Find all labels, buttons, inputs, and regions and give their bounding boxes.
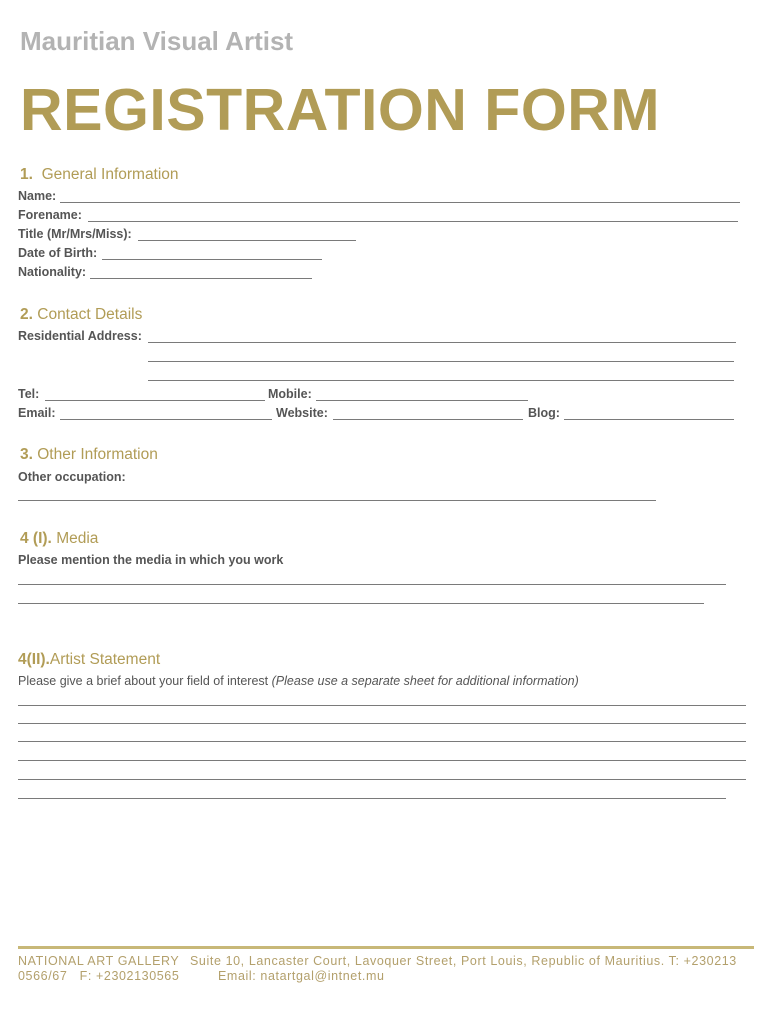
nationality-label: Nationality: bbox=[18, 265, 87, 279]
email-label: Email: bbox=[18, 406, 56, 420]
blog-field[interactable] bbox=[564, 419, 734, 420]
statement-field-line-4[interactable] bbox=[18, 760, 746, 761]
section-heading-contact bbox=[20, 306, 142, 324]
forename-label: Forename: bbox=[18, 208, 82, 222]
section-title: Other Information bbox=[37, 446, 158, 463]
section-heading-media bbox=[20, 530, 98, 548]
footer-email: Email: natartgal@intnet.mu bbox=[218, 969, 385, 983]
footer-org: NATIONAL ART GALLERY bbox=[18, 954, 180, 968]
footer-phone bbox=[18, 969, 179, 983]
media-field-line-1[interactable] bbox=[18, 584, 726, 585]
website-label: Website: bbox=[276, 406, 328, 420]
section-heading-general bbox=[20, 166, 179, 184]
form-title: REGISTRATION FORM bbox=[20, 77, 660, 143]
section-number: 1. bbox=[20, 166, 33, 183]
occupation-label: Other occupation: bbox=[18, 470, 126, 484]
statement-prompt bbox=[18, 674, 579, 688]
statement-note: (Please use a separate sheet for additional information) bbox=[271, 674, 579, 688]
name-field[interactable] bbox=[60, 202, 740, 203]
section-title: General Information bbox=[41, 166, 179, 183]
tel-field[interactable] bbox=[45, 400, 265, 401]
occupation-field[interactable] bbox=[18, 500, 656, 501]
title-field[interactable] bbox=[138, 240, 356, 241]
address-label: Residential Address: bbox=[18, 329, 142, 343]
dob-label: Date of Birth: bbox=[18, 246, 98, 260]
address-field-line-1[interactable] bbox=[148, 342, 736, 343]
address-field-line-2[interactable] bbox=[148, 361, 734, 362]
email-field[interactable] bbox=[60, 419, 272, 420]
section-heading-statement bbox=[18, 651, 160, 669]
media-prompt: Please mention the media in which you work bbox=[18, 553, 284, 567]
website-field[interactable] bbox=[333, 419, 523, 420]
statement-field-line-3[interactable] bbox=[18, 741, 746, 742]
footer-phone-cont: 0566/67 bbox=[18, 969, 68, 983]
statement-field-line-2[interactable] bbox=[18, 723, 746, 724]
forename-field[interactable] bbox=[88, 221, 738, 222]
section-title: Media bbox=[56, 530, 99, 547]
statement-field-line-5[interactable] bbox=[18, 779, 746, 780]
form-subtitle: Mauritian Visual Artist bbox=[20, 26, 294, 56]
statement-field-line-6[interactable] bbox=[18, 798, 726, 799]
blog-label: Blog: bbox=[528, 406, 560, 420]
tel-label: Tel: bbox=[18, 387, 40, 401]
footer-fax: F: +2302130565 bbox=[79, 969, 180, 983]
section-number: 3. bbox=[20, 446, 33, 463]
section-title: Artist Statement bbox=[49, 651, 161, 668]
media-field-line-2[interactable] bbox=[18, 603, 704, 604]
section-heading-other bbox=[20, 446, 158, 464]
mobile-label: Mobile: bbox=[268, 387, 312, 401]
section-number: 4(II). bbox=[18, 651, 50, 668]
title-label: Title (Mr/Mrs/Miss): bbox=[18, 227, 132, 241]
section-title: Contact Details bbox=[37, 306, 143, 323]
statement-prompt-text: Please give a brief about your field of interest bbox=[18, 674, 269, 688]
footer-rule bbox=[18, 946, 754, 949]
mobile-field[interactable] bbox=[316, 400, 528, 401]
nationality-field[interactable] bbox=[90, 278, 312, 279]
dob-field[interactable] bbox=[102, 259, 322, 260]
section-number: 4 (I). bbox=[20, 530, 52, 547]
section-number: 2. bbox=[20, 306, 33, 323]
statement-field-line-1[interactable] bbox=[18, 705, 746, 706]
address-field-line-3[interactable] bbox=[148, 380, 734, 381]
name-label: Name: bbox=[18, 189, 57, 203]
footer-address: Suite 10, Lancaster Court, Lavoquer Street, Port Louis, Republic of Mauritius. T: +230213 bbox=[190, 954, 737, 968]
